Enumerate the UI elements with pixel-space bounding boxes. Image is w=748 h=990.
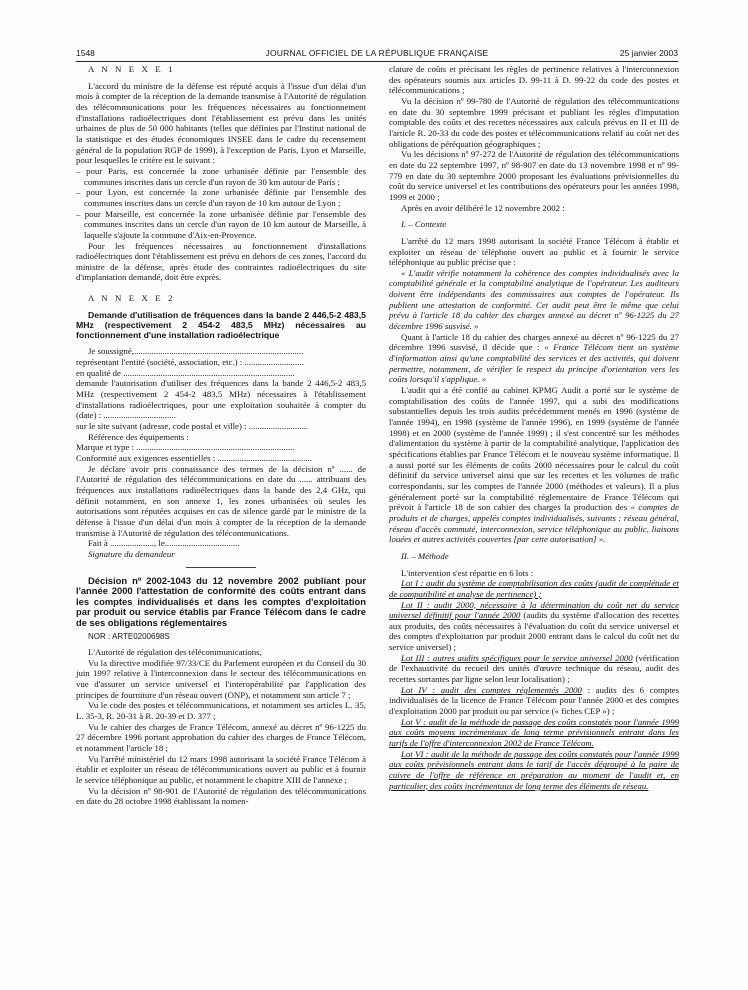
lot-2-details: (audits du système d'allocation des recettes aux produits, des coûts nécessaires à l'évaluation du coût du service universel et des comptes d'exploitation par produit 2000 entrant dans le calcul du coût net du service universel) ; bbox=[389, 610, 679, 653]
lot-1-text: : audit du système de comptabilisation des coûts (audit de complétude et de compatibilité et analyse de pertinence) ; bbox=[389, 578, 679, 599]
form-line-demande: demande l'autorisation d'utiliser des fréquences dans la bande 2 446,5-2 483,5 MHz (respectivement 2 454-2 483,5 MHz) nécessaires à l'établissement d'installations radioélectriques, pour une exploitation souhaitée à compter du (date) : ................................. bbox=[76, 378, 366, 421]
page-number: 1548 bbox=[76, 48, 95, 58]
context-quote: « L'audit vérifie notamment la cohérence des comptes individualisés avec la comptabilité générale et la comptabilité analytique de l'opérateur. Les auditeurs doivent être indépendants des commissaires aux comptes de l'opérateur. Ils publient une attestation de conformité. Cet audit peut être le même que celui prévu à l'article 18 du cahier des charges annexé au décret nº 96-1225 du 27 décembre 1996 susvisé. » bbox=[389, 267, 679, 332]
audit-quote: « comptes de produits et de charges, appelés comptes individualisés, suivants : réseau général, réseau d'accès commuté, interconnexion, service téléphonique au public, liaisons louées et autres activités couvertes [par cette autorisation] ». bbox=[389, 502, 679, 545]
lot-3 bbox=[389, 653, 679, 685]
deliberation-line: Après en avoir délibéré le 12 novembre 2002 : bbox=[401, 202, 565, 213]
annexe-1-title: A N N E X E 1 bbox=[88, 64, 176, 74]
visa-autorite: L'Autorité de régulation des télécommunications, bbox=[88, 647, 262, 658]
form-declaration: Je déclare avoir pris connaissance des termes de la décision nº ...... de l'Autorité de régulation des télécommunications en date du ...... attribuant des fréquences aux installations radioélectriques dans la bande des 2,4 GHz, qui définit notamment, en son annexe 1, les zones urbanisées où seules les autorisations sont réputées acquises en cas de silence gardé par le ministre de la défense à l'issue d'un délai d'un mois à compter de la réception de la demande transmise à l'Autorité de régulation des télécommunications. bbox=[76, 463, 366, 538]
visa-continued: clature de coûts et précisant les règles de pertinence relatives à l'interconnexion des opérateurs soumis aux articles D. 99-11 à D. 99-22 du code des postes et télécommunications ; bbox=[389, 64, 679, 96]
section-2-title: II. – Méthode bbox=[401, 550, 449, 561]
lot-4-label: Lot IV bbox=[401, 684, 427, 695]
form-line-entite: représentant l'entité (société, association, etc.) : ........................... bbox=[76, 357, 304, 368]
visa-arrete: Vu l'arrêté ministériel du 12 mars 1998 autorisant la société France Télécom à établir et exploiter un réseau de télécommunications ouvert au public et à fournir le service téléphonique au public, et notamment le chapitre XIII de l'annexe ; bbox=[76, 753, 366, 786]
visa-code: Vu le code des postes et télécommunications, et notamment ses articles L. 35, L. 35-3, R. 20-31 à R. 20-39 et D. 377 ; bbox=[76, 700, 366, 722]
lot-4-details: : audits des 6 comptes individualisés de la licence de France Télécom pour l'année 2000 et des comptes d'exploitation 2000 par produit ou par service (« fiches CEP ») ; bbox=[389, 684, 679, 717]
article-18-quote: « France Télécom tient un système d'information ainsi qu'une comptabilité des services et des activités, qui doivent permettre, notamment, de vérifier le respect du principe d'orientation vers les coûts lorsqu'il s'applique. » bbox=[389, 342, 680, 385]
form-line-site: sur le site suivant (adresse, code postal et ville) : ........................... bbox=[76, 420, 309, 431]
audit-text: L'audit qui a été confié au cabinet KPMG Audit a porté sur le système de comptabilisation des coûts de l'année 1997, qui a subi des modifications substantielles depuis les trois audits précédemment menés en 1996 (système de l'année 1994), en 1998 (système de l'année 1996), en 1999 (système de l'année 1998) et en 2000 (système de l'année 1999) ; il s'est concentré sur les méthodes d'alimentation du système à partir de la comptabilité analytique, l'application des spécifications établies par France Télécom et le nouveau système informatique. Il a aussi porté sur les éléments de coûts 2000 nécessaires pour le calcul du coût définitif du service universel ainsi que sur les recettes et les volumes de trafic correspondants, sur les comptes de l'année 2000 (méthodes et valeurs). Il a plus généralement porté sur la comptabilité réglementaire de France Télécom qui prévoit à l'article 18 de son cahier des charges la production des bbox=[389, 385, 679, 513]
lot-6 bbox=[389, 749, 679, 792]
lot-6-label: Lot VI bbox=[401, 748, 424, 759]
section-1-title: I. – Contexte bbox=[401, 219, 447, 230]
visa-decision-98-901: Vu la décision nº 98-901 de l'Autorité de régulation des télécommunications en date du 28 octobre 1998 établissant la nomen- bbox=[76, 785, 366, 807]
lot-3-details: (vérification de l'exhaustivité du recueil des unités d'œuvre technique du réseau, audit des recettes sortantes par ligne selon leur localisation) ; bbox=[389, 652, 679, 685]
article-18-text: Quant à l'article 18 du cahier des charges annexé au décret nº 96-1225 du 27 décembre 1996 susvisé, il décide que : bbox=[389, 331, 679, 353]
form-line-marque: Marque et type : ........................................................................ bbox=[76, 442, 295, 453]
form-line-conformite: Conformité aux exigences essentielles : ........................................... bbox=[76, 452, 313, 463]
lot-4 bbox=[389, 685, 679, 717]
decision-heading: Décision nº 2002-1043 du 12 novembre 2002 publiant pour l'année 2000 l'attestation de conformité des coûts entrant dans les comptes individualisés et dans les comptes d'exploitation par produit ou service établis par France Télécom dans le cadre de ses obligations réglementaires bbox=[76, 574, 366, 628]
signature-label: Signature du demandeur bbox=[88, 548, 175, 559]
section-divider bbox=[186, 567, 256, 568]
visa-cahier: Vu le cahier des charges de France Télécom, annexé au décret nº 96-1225 du 27 décembre 1996 portant approbation du cahier des charges de France Télécom, et notamment l'article 18 ; bbox=[76, 721, 366, 754]
right-column bbox=[389, 64, 679, 791]
lot-5 bbox=[389, 717, 679, 749]
nor-reference: NOR : ARTE0200698S bbox=[88, 632, 170, 642]
annexe-1-item-marseille: – pour Marseille, est concernée la zone urbanisée définie par l'ensemble des communes inscrites dans un cercle d'un rayon de 10 km autour de Marseille, à laquelle s'ajoute la commune d'Aix-en-Provence. bbox=[76, 209, 366, 241]
lot-2-label: Lot II bbox=[401, 599, 423, 610]
audit-paragraph bbox=[389, 385, 679, 545]
lot-1 bbox=[389, 578, 679, 599]
lot-1-label: Lot I bbox=[401, 578, 419, 589]
article-18-paragraph bbox=[389, 332, 679, 385]
lot-2 bbox=[389, 600, 679, 653]
journal-title: JOURNAL OFFICIEL DE LA RÉPUBLIQUE FRANÇAISE bbox=[265, 48, 489, 58]
lot-3-label: Lot III bbox=[401, 652, 425, 663]
form-line-qualite: en qualité de .............................................................................. bbox=[76, 367, 295, 378]
left-column bbox=[76, 64, 366, 807]
lot-2-text: : audit 2000, nécessaire à la détermination du coût net du service universel définitif pour l'année 2000 bbox=[389, 599, 679, 621]
annexe-2-title: A N N E X E 2 bbox=[88, 293, 176, 304]
annexe-1-item-lyon: – pour Lyon, est concernée la zone urbanisée définie par l'ensemble des communes inscrites dans un cercle d'un rayon de 10 km autour de Lyon ; bbox=[76, 187, 366, 208]
page-header bbox=[76, 45, 678, 59]
visa-decision-99-780: Vu la décision nº 99-780 de l'Autorité de régulation des télécommunications en date du 30 septembre 1999 précisant et publiant les règles d'imputation comptable des coûts et des recettes nécessaires aux calculs prévus en II et III de l'article R. 20-33 du code des postes et télécommunications relatif au coût net des obligations de péréquation géographiques ; bbox=[389, 95, 679, 149]
context-paragraph: L'arrêté du 12 mars 1998 autorisant la société France Télécom à établir et exploiter un réseau de téléphone ouvert au public et à fournir le service téléphonique au public précise que : bbox=[389, 235, 679, 268]
annexe-1-paragraph: L'accord du ministre de la défense est réputé acquis à l'issue d'un délai d'un mois à compter de la réception de la demande transmise à l'Autorité de régulation des télécommunications pour les fréquences nécessaires au fonctionnement d'installations radioélectriques dont l'établissement est prévu dans les unités urbaines de plus de 50 000 habitants (telles que définies par l'Institut national de la statistique et des études économiques INSEE dans le cadre du recensement général de la population RGP de 1999), à l'exception de Paris, Lyon et Marseille, pour lesquelles le critère est le suivant : bbox=[76, 80, 366, 166]
lot-6-text: : audit de la méthode de passage des coûts constatés pour l'année 1999 aux coûts prévisionnels entrant dans le tarif de l'accès dégroupé à la paire de cuivre de l'offre de référence en préparation au moment de l'audit et, en particulier, des coûts incrémentaux de long terme des éléments de réseau. bbox=[389, 748, 679, 791]
annexe-2-heading: Demande d'utilisation de fréquences dans la bande 2 446,5-2 483,5 MHz (respectivement 2 454-2 483,5 MHz) nécessaires au fonctionnement d'une installation radioélectrique bbox=[76, 309, 366, 341]
issue-date: 25 janvier 2003 bbox=[619, 48, 678, 58]
form-line-equipements: Référence des équipements : bbox=[88, 431, 189, 442]
form-line-soussigne: Je soussigné,............................................................................. bbox=[88, 346, 304, 357]
form-line-fait: Fait à ...................., le.................................. bbox=[88, 538, 240, 549]
lot-3-text: : autres audits spécifiques pour le service universel 2000 bbox=[424, 652, 633, 663]
lot-5-label: Lot V bbox=[401, 716, 421, 727]
visa-decisions-previsionnelles: Vu les décisions nº 97-272 de l'Autorité de régulation des télécommunications en date du 22 septembre 1997, nº 98-907 en date du 13 novembre 1998 et nº 99-779 en date du 30 septembre 2000 proposant les évaluations prévisionnelles du coût du service universel et les contributions des opérateurs pour les années 1998, 1999 et 2000 ; bbox=[389, 149, 679, 202]
visa-directive: Vu la directive modifiée 97/33/CE du Parlement européen et du Conseil du 30 juin 1997 relative à l'interconnexion dans le secteur des télécommunications en vue d'assurer un service universel et l'interopérabilité par l'application des principes de fourniture d'un réseau ouvert (ONP), et notamment son article 7 ; bbox=[76, 657, 366, 700]
lot-4-text: : audit des comptes réglementés 2000 bbox=[426, 684, 582, 695]
lot-5-text: : audit de la méthode de passage des coûts constatés pour l'année 1999 aux coûts moyens incrémentaux de long terme prévisionnels entrant dans les tarifs de l'offre d'interconnexion 2002 de France Télécom. bbox=[389, 716, 679, 749]
lots-intro: L'intervention s'est répartie en 6 lots : bbox=[401, 567, 534, 578]
header-rule bbox=[76, 61, 678, 62]
annexe-1-item-paris: – pour Paris, est concernée la zone urbanisée définie par l'ensemble des communes inscrites dans un cercle d'un rayon de 30 km autour de Paris ; bbox=[76, 166, 366, 187]
annexe-1-paragraph-2: Pour les fréquences nécessaires au fonctionnement d'installations radioélectriques dont l'établissement est prévu en dehors de ces zones, l'accord du ministre de la défense, après étude des contraintes radioélectriques du site d'implantation demandé, doit être exprès. bbox=[76, 240, 366, 283]
